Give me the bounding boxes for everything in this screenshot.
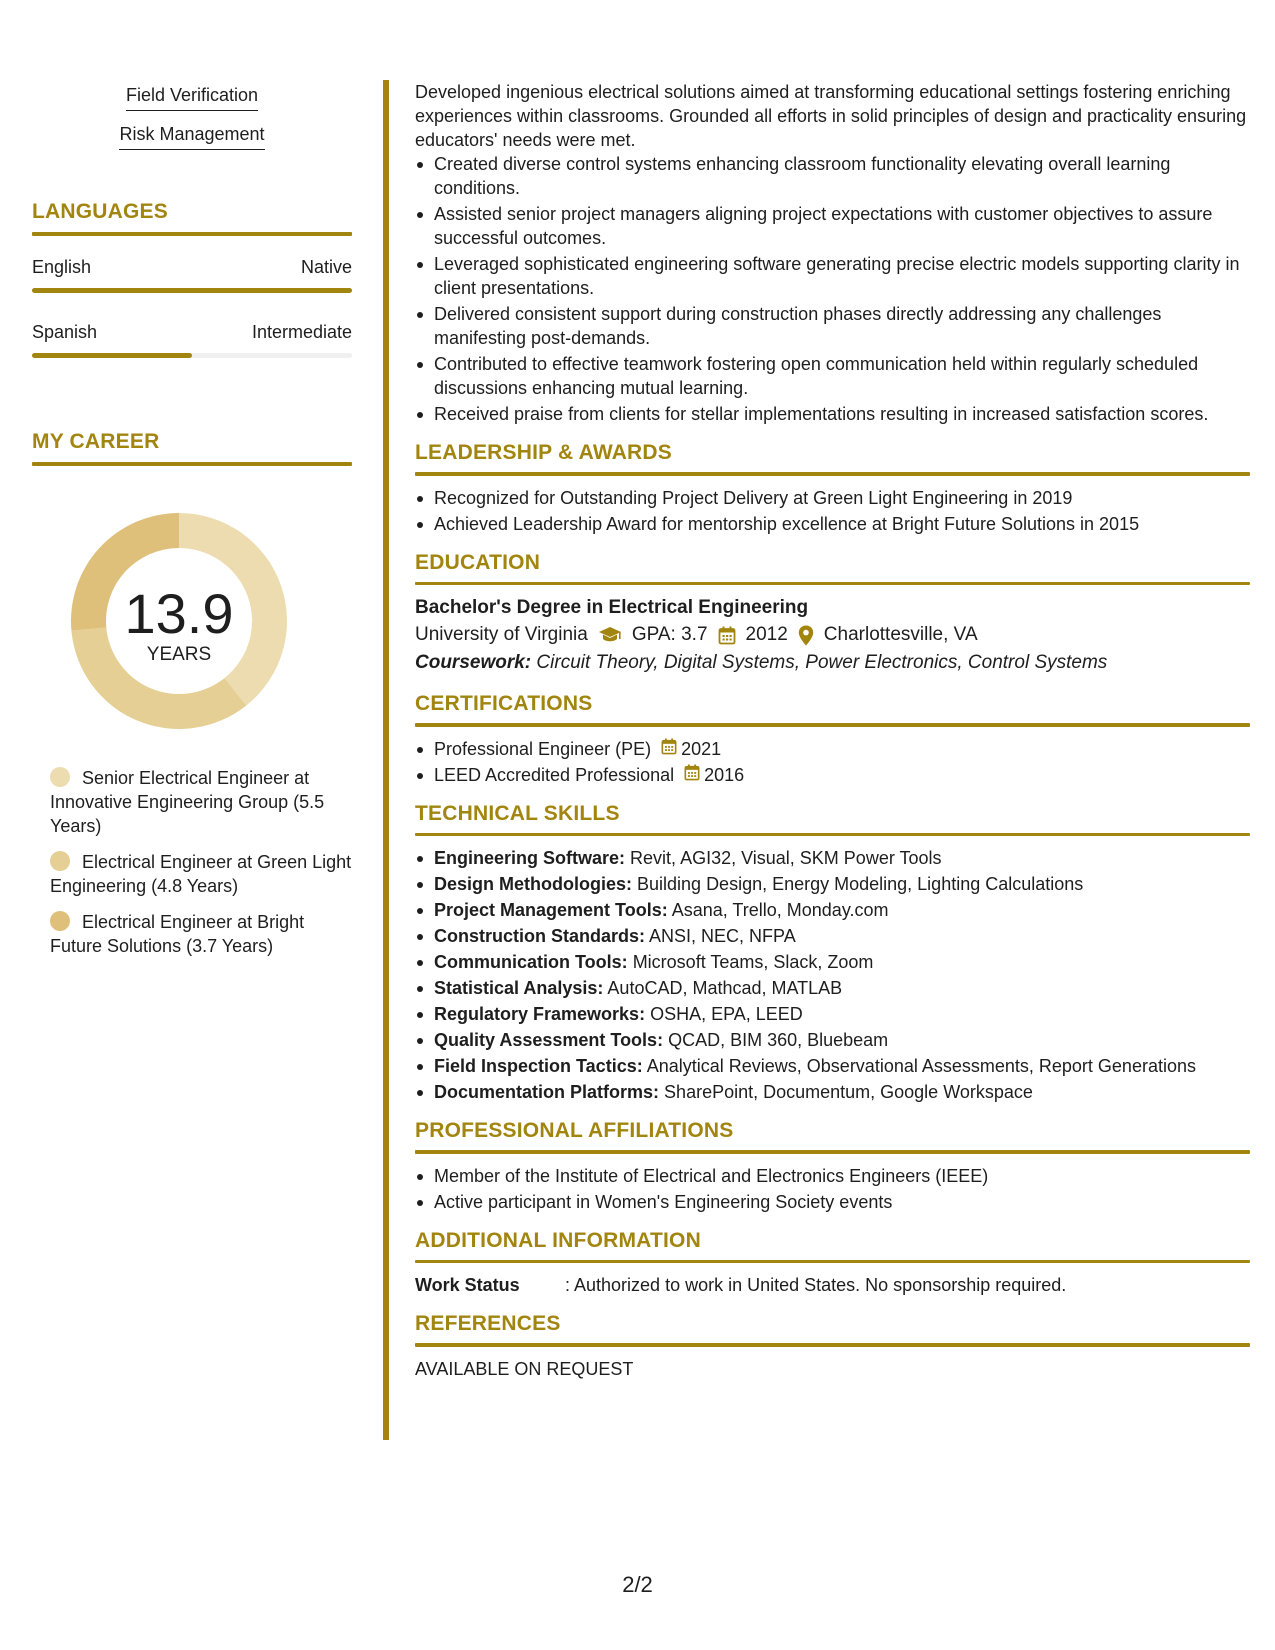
list-item: Assisted senior project managers aligning project expectations with customer objectives to assure successful outcomes. <box>434 202 1250 250</box>
calendar-icon <box>718 626 736 645</box>
list-item <box>434 737 1250 761</box>
skill-category: Statistical Analysis: <box>434 978 604 998</box>
skill-category: Project Management Tools: <box>434 900 668 920</box>
career-legend-item <box>32 850 352 898</box>
language-name: Spanish <box>32 322 98 342</box>
career-legend-text: Electrical Engineer at Green Light Engineering (4.8 Years) <box>50 852 352 896</box>
skill-values: Asana, Trello, Monday.com <box>671 900 889 920</box>
left-column <box>32 84 352 958</box>
section-title: CERTIFICATIONS <box>415 692 593 715</box>
section-rule <box>32 462 352 466</box>
education-coursework <box>415 649 1250 677</box>
experience-bullets <box>415 152 1250 426</box>
certifications-section <box>415 691 1250 787</box>
career-legend-item <box>32 910 352 958</box>
education-school: University of Virginia <box>415 624 588 645</box>
section-rule <box>415 1260 1250 1264</box>
education-gpa: GPA: 3.7 <box>631 624 708 645</box>
career-legend-item <box>32 766 352 838</box>
language-level: Intermediate <box>251 322 352 342</box>
list-item <box>434 846 1250 870</box>
coursework-text: Circuit Theory, Digital Systems, Power Electronics, Control Systems <box>536 652 1108 673</box>
list-item: Recognized for Outstanding Project Delivery at Green Light Engineering in 2019 <box>434 486 1250 510</box>
education-location: Charlottesville, VA <box>823 624 978 645</box>
languages-title: LANGUAGES <box>32 200 168 223</box>
work-status-value: : Authorized to work in United States. No sponsorship required. <box>565 1275 1067 1295</box>
skill-tag: Field Verification <box>126 84 258 111</box>
coursework-label: Coursework: <box>415 652 532 673</box>
list-item: Contributed to effective teamwork fostering open communication held within regularly scheduled discussions enhancing mutual learning. <box>434 352 1250 400</box>
list-item <box>434 976 1250 1000</box>
experience-summary: Developed ingenious electrical solutions aimed at transforming educational settings fostering enriching experiences within classrooms. Grounded all efforts in solid principles of design and practicality ensuring educators' needs were met. <box>415 82 1247 150</box>
leadership-section <box>415 440 1250 536</box>
list-item <box>434 1028 1250 1052</box>
location-pin-icon <box>798 625 814 646</box>
list-item <box>434 1054 1250 1078</box>
work-status-label: Work Status <box>415 1275 520 1295</box>
references-section <box>415 1311 1250 1381</box>
list-item <box>434 872 1250 896</box>
list-item <box>434 898 1250 922</box>
certification-name: LEED Accredited Professional <box>434 764 675 785</box>
skill-values: Revit, AGI32, Visual, SKM Power Tools <box>630 848 942 868</box>
list-item: Created diverse control systems enhancing classroom functionality elevating overall learning conditions. <box>434 152 1250 200</box>
right-column <box>415 80 1250 1381</box>
section-rule <box>415 723 1250 727</box>
column-divider <box>383 80 389 1440</box>
section-rule <box>415 472 1250 476</box>
skill-values: Analytical Reviews, Observational Assessments, Report Generations <box>646 1056 1196 1076</box>
page-number: 2/2 <box>622 1572 653 1597</box>
list-item: Achieved Leadership Award for mentorship excellence at Bright Future Solutions in 2015 <box>434 512 1250 536</box>
skill-category: Quality Assessment Tools: <box>434 1030 664 1050</box>
list-item: Active participant in Women's Engineering Society events <box>434 1190 1250 1214</box>
list-item: Leveraged sophisticated engineering software generating precise electric models supporting clarity in client presentations. <box>434 252 1250 300</box>
education-details <box>415 621 1250 649</box>
list-item <box>434 1080 1250 1104</box>
calendar-icon <box>684 763 700 787</box>
list-item <box>434 763 1250 787</box>
skill-values: AutoCAD, Mathcad, MATLAB <box>607 978 843 998</box>
section-title: TECHNICAL SKILLS <box>415 801 620 825</box>
legend-dot <box>50 851 70 871</box>
section-title: PROFESSIONAL AFFILIATIONS <box>415 1119 734 1142</box>
section-rule <box>415 582 1250 586</box>
section-title: ADDITIONAL INFORMATION <box>415 1228 701 1252</box>
career-total-unit: YEARS <box>146 644 212 665</box>
experience-section <box>415 80 1250 426</box>
skill-values: SharePoint, Documentum, Google Workspace <box>664 1082 1033 1102</box>
skill-values: ANSI, NEC, NFPA <box>649 926 796 946</box>
career-total-value: 13.9 <box>124 582 234 645</box>
section-rule <box>415 1343 1250 1347</box>
skill-category: Field Inspection Tactics: <box>434 1056 643 1076</box>
section-title: EDUCATION <box>415 550 541 574</box>
language-bar-fill <box>32 353 192 358</box>
legend-dot <box>50 767 70 787</box>
skill-category: Engineering Software: <box>434 848 626 868</box>
skill-category: Construction Standards: <box>434 926 646 946</box>
section-rule <box>415 833 1250 837</box>
language-item <box>32 321 352 358</box>
list-item <box>434 924 1250 948</box>
skill-values: QCAD, BIM 360, Bluebeam <box>668 1030 889 1050</box>
section-rule <box>415 1150 1250 1154</box>
career-legend <box>32 766 352 958</box>
section-title: REFERENCES <box>415 1312 561 1335</box>
list-item: Member of the Institute of Electrical and Electronics Engineers (IEEE) <box>434 1164 1250 1188</box>
calendar-icon <box>661 737 677 761</box>
work-status-row <box>415 1273 1250 1297</box>
skill-category: Documentation Platforms: <box>434 1082 660 1102</box>
graduation-cap-icon <box>598 626 622 644</box>
language-bar-fill <box>32 288 352 293</box>
language-level: Native <box>300 257 352 277</box>
skill-values: Building Design, Energy Modeling, Lighting Calculations <box>637 874 1084 894</box>
section-title: LEADERSHIP & AWARDS <box>415 441 672 464</box>
career-section <box>32 430 352 958</box>
language-name: English <box>32 257 92 277</box>
career-donut-chart <box>64 506 294 736</box>
legend-dot <box>50 911 70 931</box>
career-legend-text: Electrical Engineer at Bright Future Solutions (3.7 Years) <box>50 912 305 956</box>
skill-category: Regulatory Frameworks: <box>434 1004 646 1024</box>
education-degree: Bachelor's Degree in Electrical Engineering <box>415 597 809 618</box>
skill-category: Design Methodologies: <box>434 874 632 894</box>
additional-section <box>415 1228 1250 1298</box>
language-bar <box>32 288 352 293</box>
career-legend-text: Senior Electrical Engineer at Innovative Engineering Group (5.5 Years) <box>50 768 325 836</box>
certification-name: Professional Engineer (PE) <box>434 738 652 759</box>
affiliations-section <box>415 1118 1250 1214</box>
languages-section <box>32 200 352 358</box>
education-year: 2012 <box>745 624 788 645</box>
list-item: Received praise from clients for stellar implementations resulting in increased satisfaction scores. <box>434 402 1250 426</box>
skill-category: Communication Tools: <box>434 952 628 972</box>
skill-values: Microsoft Teams, Slack, Zoom <box>632 952 874 972</box>
certification-year: 2016 <box>704 764 745 785</box>
skill-values: OSHA, EPA, LEED <box>650 1004 803 1024</box>
certification-year: 2021 <box>681 738 722 759</box>
references-text: AVAILABLE ON REQUEST <box>415 1358 634 1379</box>
skill-tag: Risk Management <box>119 123 264 150</box>
list-item <box>434 1002 1250 1026</box>
skills-section <box>415 801 1250 1105</box>
list-item: Delivered consistent support during construction phases directly addressing any challenges manifesting post-demands. <box>434 302 1250 350</box>
language-bar <box>32 353 352 358</box>
language-item <box>32 256 352 293</box>
education-section <box>415 550 1250 678</box>
section-rule <box>32 232 352 236</box>
list-item <box>434 950 1250 974</box>
career-title: MY CAREER <box>32 430 160 453</box>
skill-tags <box>32 84 352 150</box>
